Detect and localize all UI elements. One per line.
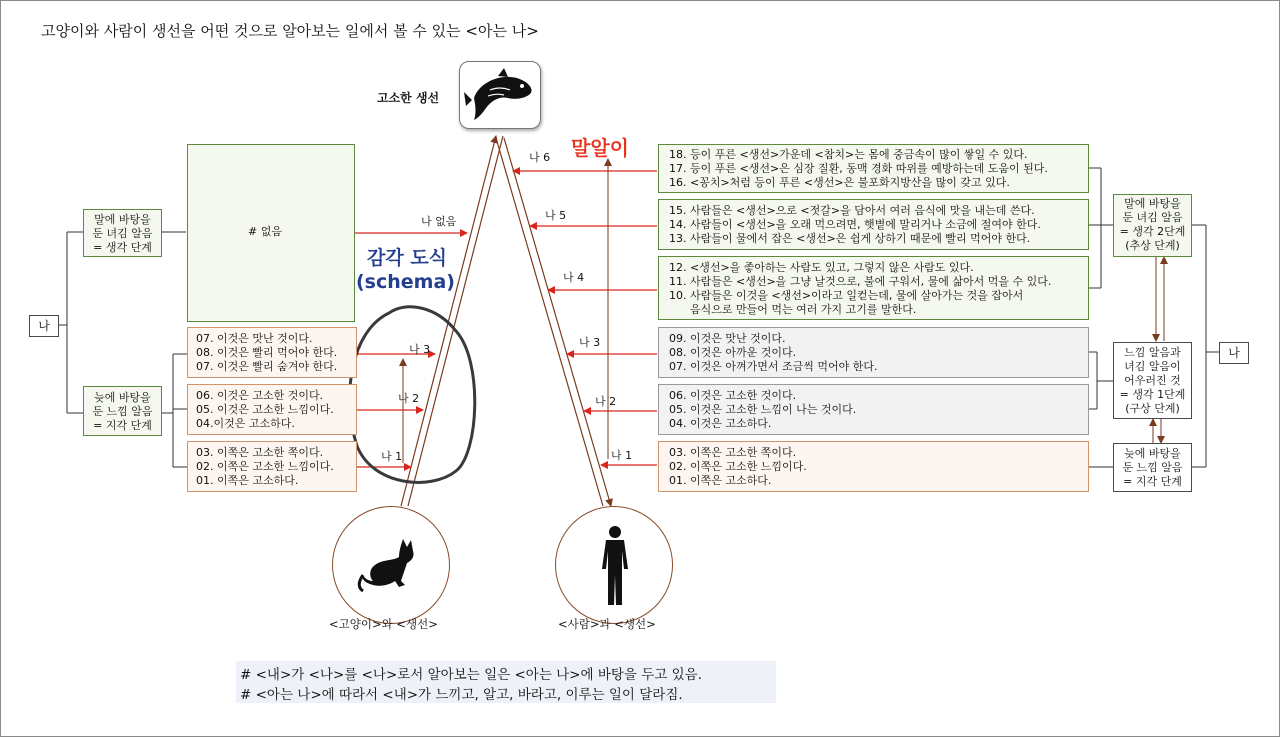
right-statement: 06. 이것은 고소한 것이다. xyxy=(669,389,797,402)
arrow-label-right-4: 나 4 xyxy=(563,271,585,284)
person-caption: <사람>과 <생선> xyxy=(558,617,656,631)
arrow-label-left-3: 나 3 xyxy=(409,343,431,356)
right-perception-line: = 지각 단계 xyxy=(1123,475,1182,488)
left-perception-line: = 지각 단계 xyxy=(93,419,152,432)
left-statement: 04.이것은 고소하다. xyxy=(196,417,295,430)
right-statement: 11. 사람들은 <생선>을 그냥 날것으로, 불에 구워서, 물에 삶아서 먹을 수 있다. xyxy=(669,275,1052,288)
arrow-label-right-6: 나 6 xyxy=(529,151,551,164)
left-statement: 06. 이것은 고소한 것이다. xyxy=(196,389,324,402)
left-statement: 01. 이쪽은 고소하다. xyxy=(196,474,299,487)
page-title: 고양이와 사람이 생선을 어떤 것으로 알아보는 일에서 볼 수 있는 <아는 나> xyxy=(41,22,539,40)
right-na-box: 나 xyxy=(1219,342,1249,364)
left-statement: 03. 이쪽은 고소한 쪽이다. xyxy=(196,446,324,459)
right-group-4 xyxy=(658,256,1089,320)
right-thought2-line: = 생각 2단계 xyxy=(1119,225,1186,238)
right-statement: 04. 이것은 고소하다. xyxy=(669,417,772,430)
cat-circle xyxy=(332,506,450,624)
right-thought1-line: 어우러진 것 xyxy=(1124,374,1181,387)
right-red-arrows xyxy=(513,171,657,465)
fish-label: 고소한 생선 xyxy=(377,91,440,105)
footer-line-1: # <내>가 <나>를 <나>로서 알아보는 일은 <아는 나>에 바탕을 두고 있음. xyxy=(240,667,702,683)
footer-notes xyxy=(236,661,776,703)
cat-caption: <고양이>와 <생선> xyxy=(329,617,438,631)
person-icon xyxy=(598,525,632,613)
left-group-1 xyxy=(187,441,357,492)
right-perception-line: 둔 느낌 알음 xyxy=(1122,461,1183,474)
right-group-2 xyxy=(658,384,1089,435)
right-statement: 01. 이쪽은 고소하다. xyxy=(669,474,772,487)
left-perception-line: 늦에 바탕을 xyxy=(94,391,151,404)
right-statement: 02. 이쪽은 고소한 느낌이다. xyxy=(669,460,807,473)
schema-label-ko: 감각 도식 xyxy=(367,247,448,269)
arrow-label-left-1: 나 1 xyxy=(381,450,403,463)
none-text: # 없음 xyxy=(248,225,282,238)
right-statement: 05. 이것은 고소한 느낌이 나는 것이다. xyxy=(669,403,857,416)
right-statement: 09. 이것은 맛난 것이다. xyxy=(669,332,786,345)
right-statement: 12. <생선>을 좋아하는 사람도 있고, 그렇지 않은 사람도 있다. xyxy=(669,261,974,274)
right-statement: 15. 사람들은 <생선>으로 <젓갈>을 담아서 여러 음식에 맛을 내는데 쓴다. xyxy=(669,204,1035,217)
right-thought1-line: 느낌 알음과 xyxy=(1124,346,1181,359)
left-perception-stage-box xyxy=(83,386,162,436)
left-statement: 07. 이것은 빨리 숨겨야 한다. xyxy=(196,360,338,373)
person-circle xyxy=(555,506,673,624)
cat-icon xyxy=(355,535,425,599)
right-group-1 xyxy=(658,441,1089,492)
arrow-label-right-2: 나 2 xyxy=(595,395,617,408)
left-thought-line: 말에 바탕을 xyxy=(94,213,151,226)
schema-label-en: (schema) xyxy=(356,271,455,293)
left-none-box xyxy=(187,144,355,322)
right-statement: 13. 사람들이 물에서 잡은 <생선>은 쉽게 상하기 때문에 빨리 먹어야 한다. xyxy=(669,232,1031,245)
right-group-3 xyxy=(658,327,1089,378)
left-statement: 07. 이것은 맛난 것이다. xyxy=(196,332,313,345)
right-statement: 14. 사람들이 <생선>을 오래 먹으려면, 햇볕에 말리거나 소금에 절여야 한다. xyxy=(669,218,1041,231)
triangle-lines xyxy=(401,136,611,506)
right-statement: 07. 이것은 아껴가면서 조금씩 먹어야 한다. xyxy=(669,360,878,373)
right-statement: 03. 이쪽은 고소한 쪽이다. xyxy=(669,446,797,459)
right-thought1-stage-box xyxy=(1113,342,1192,419)
right-statement: 10. 사람들은 이것을 <생선>이라고 일컫는데, 물에 살아가는 것을 잡아서 xyxy=(669,289,1024,302)
arrow-label-left-2: 나 2 xyxy=(398,392,420,405)
left-statement: 08. 이것은 빨리 먹어야 한다. xyxy=(196,346,338,359)
arrow-label-na-none: 나 없음 xyxy=(421,215,457,228)
right-thought2-line: 둔 녀김 알음 xyxy=(1122,211,1183,224)
left-na-box: 나 xyxy=(29,315,59,337)
right-thought2-line: (추상 단계) xyxy=(1125,239,1180,252)
left-thought-line: = 생각 단계 xyxy=(93,241,152,254)
left-group-3 xyxy=(187,327,357,378)
left-group-2 xyxy=(187,384,357,435)
right-thought1-line: = 생각 1단계 xyxy=(1119,388,1186,401)
right-thought1-line: 녀김 알음이 xyxy=(1124,360,1181,373)
arrow-label-right-1: 나 1 xyxy=(611,449,633,462)
footer-line-2: # <아는 나>에 따라서 <내>가 느끼고, 알고, 바라고, 이루는 일이 달라짐. xyxy=(240,687,683,703)
right-perception-line: 늦에 바탕을 xyxy=(1124,447,1181,460)
malari-label: 말알이 xyxy=(571,136,629,160)
left-thought-stage-box xyxy=(83,209,162,257)
right-group-5 xyxy=(658,199,1089,250)
left-statement: 05. 이것은 고소한 느낌이다. xyxy=(196,403,334,416)
right-thought2-line: 말에 바탕을 xyxy=(1124,197,1181,210)
left-perception-line: 둔 느낌 알음 xyxy=(92,405,153,418)
right-thought1-line: (구상 단계) xyxy=(1125,402,1180,415)
right-statement: 음식으로 만들어 먹는 여러 가지 고기를 말한다. xyxy=(669,303,917,316)
right-statement: 08. 이것은 아까운 것이다. xyxy=(669,346,797,359)
right-statement: 16. <꽁치>처럼 등이 푸른 <생선>은 불포화지방산을 많이 갖고 있다. xyxy=(669,176,1010,189)
right-group-6 xyxy=(658,144,1089,193)
right-statement: 17. 등이 푸른 <생선>은 심장 질환, 동맥 경화 따위를 예방하는데 도움이 된다. xyxy=(669,162,1048,175)
left-thought-line: 둔 녀김 알음 xyxy=(92,227,153,240)
right-perception-stage-box xyxy=(1113,443,1192,492)
right-thought2-stage-box xyxy=(1113,194,1192,257)
arrow-label-right-3: 나 3 xyxy=(579,336,601,349)
arrow-label-right-5: 나 5 xyxy=(545,209,567,222)
right-statement: 18. 등이 푸른 <생선>가운데 <참치>는 몸에 중금속이 많이 쌓일 수 있다. xyxy=(669,148,1028,161)
left-statement: 02. 이쪽은 고소한 느낌이다. xyxy=(196,460,334,473)
fish-icon xyxy=(459,61,541,129)
